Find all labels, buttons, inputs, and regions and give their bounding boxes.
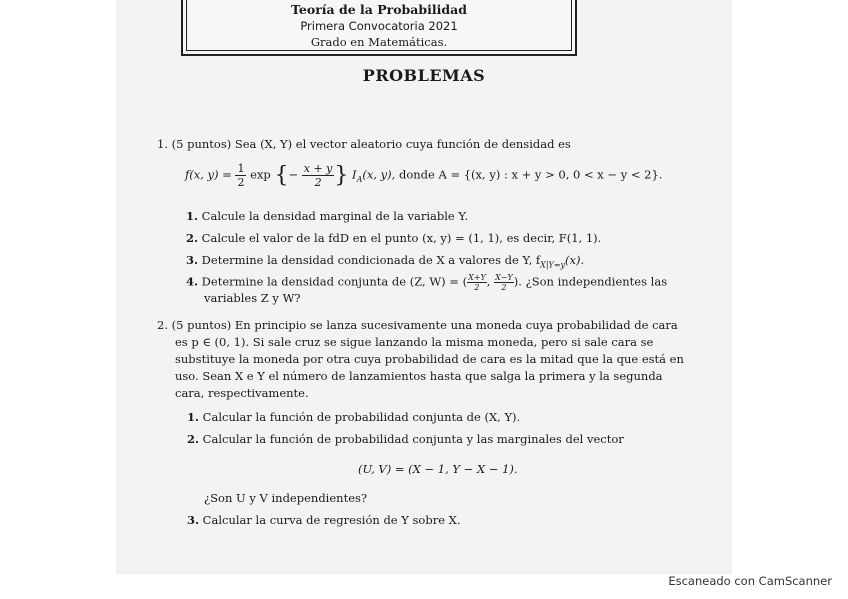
exam-session: Primera Convocatoria 2021 bbox=[300, 19, 458, 33]
item-number: 2. bbox=[187, 432, 200, 446]
problem2-text: En principio se lanza sucesivamente una moneda cuya probabilidad de cara bbox=[234, 318, 678, 332]
item4-frac2 bbox=[494, 273, 514, 292]
vector-formula: (U, V) = (X − 1, Y − X − 1). bbox=[358, 462, 518, 476]
problem2-item-2 bbox=[187, 432, 624, 446]
problem1-intro: Sea (X, Y) el vector aleatorio cuya función de densidad es bbox=[234, 137, 571, 151]
formula-minus: − bbox=[288, 167, 299, 182]
problem1-points: (5 puntos) bbox=[171, 137, 232, 151]
problem2-item-3 bbox=[187, 513, 461, 527]
degree-name: Grado en Matemáticas. bbox=[310, 35, 448, 49]
item-number: 1. bbox=[187, 410, 200, 424]
problem2-line-2: es p ∈ (0, 1). Si sale cruz se sigue lanzando la misma moneda, pero si sale cara se bbox=[175, 335, 654, 349]
item-text: Determine la densidad condicionada de X a valores de Y, f bbox=[201, 253, 541, 267]
item3-subscript: X|Y=y bbox=[540, 260, 566, 270]
formula-indicator-args: (x, y), bbox=[362, 167, 396, 182]
formula-indicator-sub: A bbox=[356, 174, 363, 184]
formula-frac bbox=[302, 162, 335, 189]
problem2-line-3: substituye la moneda por otra cuya probabilidad de cara es la mitad que la que está en bbox=[175, 352, 684, 366]
course-title: Teoría de la Probabilidad bbox=[291, 2, 467, 17]
item4-frac1 bbox=[467, 273, 487, 292]
close-brace: } bbox=[334, 163, 349, 188]
formula-exp: exp bbox=[250, 167, 271, 182]
problem2-number: 2. bbox=[157, 318, 168, 332]
formula-half-num: 1 bbox=[237, 162, 245, 175]
formula-indicator: I bbox=[352, 167, 357, 182]
frac2-den: 2 bbox=[501, 283, 507, 292]
formula-lhs: f(x, y) = bbox=[185, 167, 232, 182]
problem1-item-1 bbox=[186, 209, 468, 223]
item3-tail: (x). bbox=[565, 253, 585, 267]
frac1-den: 2 bbox=[474, 283, 480, 292]
problem1-heading bbox=[157, 137, 571, 151]
item-text: Calcular la función de probabilidad conjunta y las marginales del vector bbox=[202, 432, 624, 446]
problem1-density-formula bbox=[185, 162, 662, 189]
problem2-points: (5 puntos) bbox=[171, 318, 232, 332]
item-text: Calcular la curva de regresión de Y sobre X. bbox=[202, 513, 461, 527]
item-number: 2. bbox=[186, 231, 199, 245]
page-title: PROBLEMAS bbox=[362, 66, 486, 85]
problem1-item-2 bbox=[186, 231, 601, 245]
frac1-num: X+Y bbox=[468, 273, 486, 282]
problem2-line-1 bbox=[157, 318, 678, 332]
independence-question: ¿Son U y V independientes? bbox=[204, 491, 368, 505]
item-number: 4. bbox=[186, 274, 199, 289]
problem1-item-4-line2: variables Z y W? bbox=[204, 291, 301, 305]
formula-where: donde A = {(x, y) : x + y > 0, 0 < x − y < 2}. bbox=[398, 167, 663, 182]
problem1-number: 1. bbox=[157, 137, 168, 151]
open-brace: { bbox=[274, 163, 289, 188]
exam-header bbox=[181, 0, 577, 56]
item4-tail: ). ¿Son independientes las bbox=[513, 274, 668, 289]
formula-frac-num: x + y bbox=[303, 162, 333, 175]
camscanner-watermark: Escaneado con CamScanner bbox=[668, 574, 832, 588]
item-number: 3. bbox=[187, 513, 200, 527]
item-text: Determine la densidad conjunta de (Z, W) = ( bbox=[201, 274, 468, 289]
problem2-item-1 bbox=[187, 410, 520, 424]
problem1-item-4: 4. Determine la densidad conjunta de (Z, W) = ( $\frac{X+Y}{2}$ , $\frac{X-Y}{2}$ ). ¿Son independientes las bbox=[186, 273, 668, 292]
frac2-num: X−Y bbox=[495, 273, 513, 282]
item-number: 3. bbox=[186, 253, 199, 267]
item-number: 1. bbox=[186, 209, 199, 223]
formula-frac-den: 2 bbox=[314, 176, 322, 189]
problem1-item-3 bbox=[186, 253, 584, 269]
item-text: Calcule la densidad marginal de la variable Y. bbox=[201, 209, 469, 223]
item-text: Calcular la función de probabilidad conjunta de (X, Y). bbox=[202, 410, 521, 424]
formula-half-den: 2 bbox=[237, 176, 245, 189]
formula-half bbox=[235, 162, 246, 189]
problem2-line-5: cara, respectivamente. bbox=[175, 386, 309, 400]
problem2-line-4: uso. Sean X e Y el número de lanzamientos hasta que salga la primera y la segunda bbox=[175, 369, 663, 383]
item-text: Calcule el valor de la fdD en el punto (x, y) = (1, 1), es decir, F(1, 1). bbox=[201, 231, 602, 245]
